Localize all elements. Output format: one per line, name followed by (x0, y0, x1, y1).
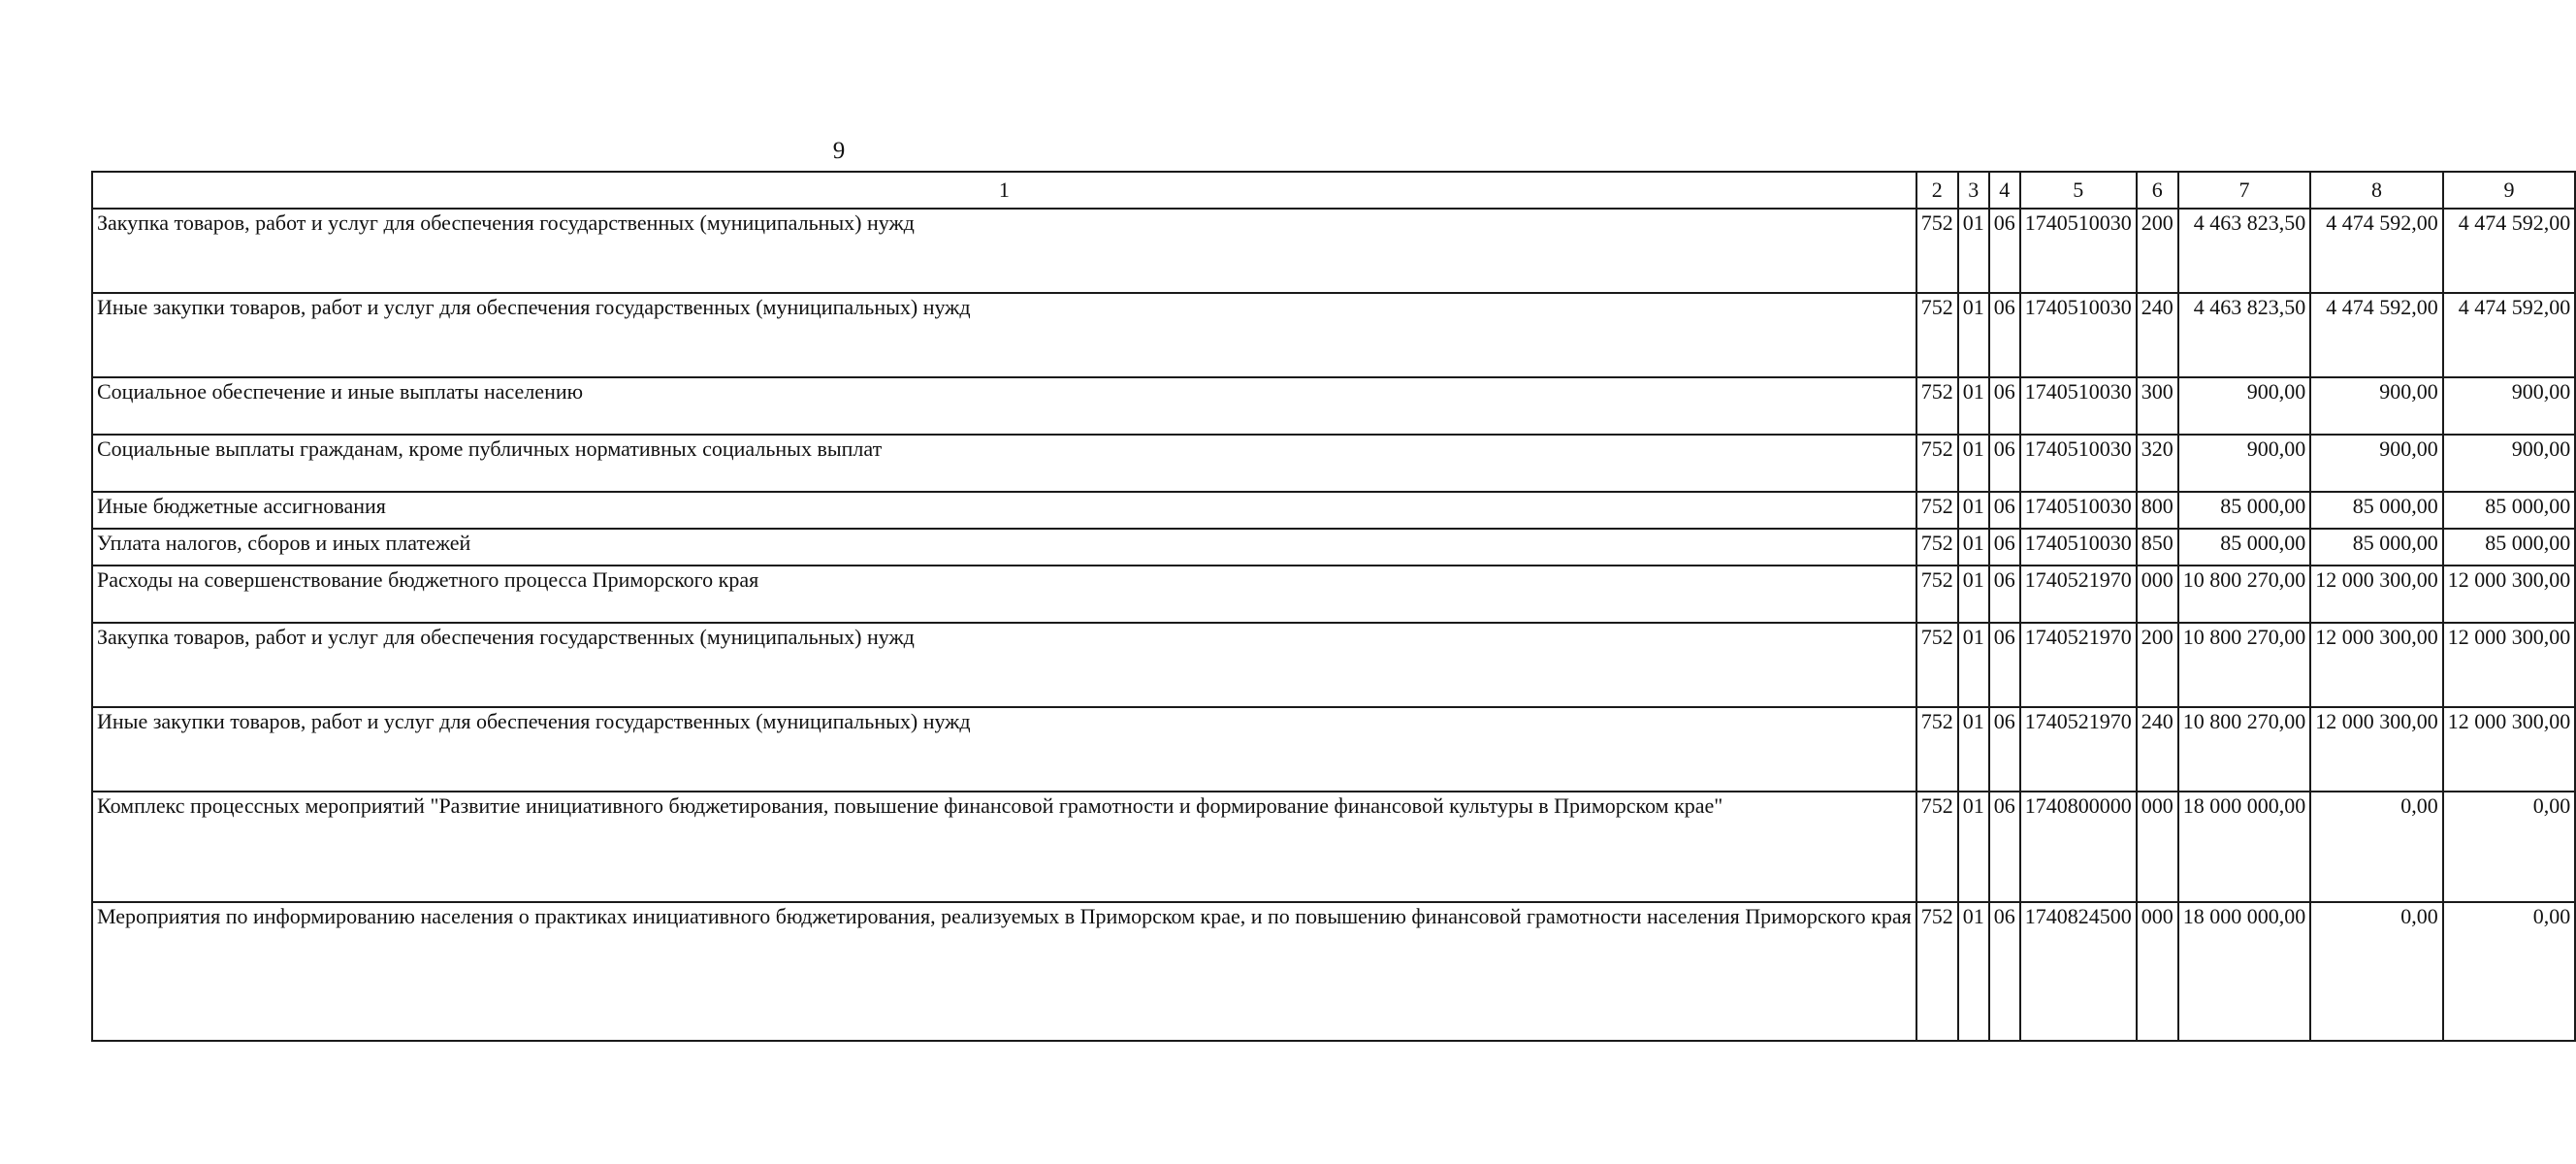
row-amount-9: 4 474 592,00 (2443, 293, 2576, 377)
row-code-3: 01 (1958, 792, 1989, 902)
row-code-4: 06 (1989, 707, 2020, 792)
row-code-6: 000 (2137, 902, 2178, 1041)
table-row (92, 492, 2575, 529)
row-code-3: 01 (1958, 902, 1989, 1041)
row-amount-9: 85 000,00 (2443, 529, 2576, 566)
page-number: 9 (832, 138, 846, 164)
row-amount-8: 900,00 (2310, 435, 2443, 492)
row-amount-9: 12 000 300,00 (2443, 707, 2576, 792)
row-code-5: 1740510030 (2020, 529, 2137, 566)
row-code-3: 01 (1958, 566, 1989, 623)
row-name: Расходы на совершенствование бюджетного процесса Приморского края (92, 566, 1916, 623)
row-code-4: 06 (1989, 566, 2020, 623)
row-code-4: 06 (1989, 623, 2020, 707)
row-code-2: 752 (1916, 209, 1958, 293)
header-cell: 8 (2310, 172, 2443, 209)
row-name: Социальные выплаты гражданам, кроме публичных нормативных социальных выплат (92, 435, 1916, 492)
row-amount-9: 900,00 (2443, 377, 2576, 435)
table-row (92, 792, 2575, 902)
row-amount-9: 12 000 300,00 (2443, 566, 2576, 623)
row-code-2: 752 (1916, 566, 1958, 623)
header-cell: 1 (92, 172, 1916, 209)
row-code-5: 1740510030 (2020, 435, 2137, 492)
row-code-2: 752 (1916, 492, 1958, 529)
row-code-4: 06 (1989, 492, 2020, 529)
row-code-3: 01 (1958, 209, 1989, 293)
row-code-2: 752 (1916, 435, 1958, 492)
row-code-6: 850 (2137, 529, 2178, 566)
row-code-6: 240 (2137, 293, 2178, 377)
row-amount-8: 12 000 300,00 (2310, 707, 2443, 792)
row-name: Иные закупки товаров, работ и услуг для обеспечения государственных (муниципальных) нужд (92, 293, 1916, 377)
table-row (92, 377, 2575, 435)
row-name: Закупка товаров, работ и услуг для обеспечения государственных (муниципальных) нужд (92, 209, 1916, 293)
header-cell: 7 (2178, 172, 2311, 209)
row-code-4: 06 (1989, 792, 2020, 902)
row-code-5: 1740510030 (2020, 293, 2137, 377)
row-amount-7: 10 800 270,00 (2178, 707, 2311, 792)
row-amount-8: 85 000,00 (2310, 492, 2443, 529)
row-code-3: 01 (1958, 435, 1989, 492)
header-cell: 3 (1958, 172, 1989, 209)
table-row (92, 435, 2575, 492)
table-row (92, 623, 2575, 707)
row-amount-7: 900,00 (2178, 377, 2311, 435)
row-code-2: 752 (1916, 792, 1958, 902)
table-row (92, 902, 2575, 1041)
row-amount-8: 900,00 (2310, 377, 2443, 435)
row-code-3: 01 (1958, 529, 1989, 566)
row-code-5: 1740824500 (2020, 902, 2137, 1041)
row-amount-7: 18 000 000,00 (2178, 792, 2311, 902)
row-code-2: 752 (1916, 707, 1958, 792)
header-cell: 9 (2443, 172, 2576, 209)
row-name: Иные бюджетные ассигнования (92, 492, 1916, 529)
row-code-4: 06 (1989, 529, 2020, 566)
row-amount-8: 12 000 300,00 (2310, 623, 2443, 707)
row-code-4: 06 (1989, 209, 2020, 293)
table-row (92, 566, 2575, 623)
row-code-2: 752 (1916, 902, 1958, 1041)
row-amount-9: 0,00 (2443, 902, 2576, 1041)
header-cell: 4 (1989, 172, 2020, 209)
row-amount-9: 0,00 (2443, 792, 2576, 902)
row-code-2: 752 (1916, 293, 1958, 377)
row-name: Уплата налогов, сборов и иных платежей (92, 529, 1916, 566)
row-amount-9: 85 000,00 (2443, 492, 2576, 529)
row-amount-7: 900,00 (2178, 435, 2311, 492)
row-code-5: 1740521970 (2020, 566, 2137, 623)
row-code-6: 800 (2137, 492, 2178, 529)
row-amount-7: 4 463 823,50 (2178, 209, 2311, 293)
table-row (92, 293, 2575, 377)
row-amount-7: 4 463 823,50 (2178, 293, 2311, 377)
row-amount-8: 4 474 592,00 (2310, 293, 2443, 377)
header-cell: 6 (2137, 172, 2178, 209)
row-name: Социальное обеспечение и иные выплаты населению (92, 377, 1916, 435)
row-code-6: 200 (2137, 623, 2178, 707)
header-cell: 2 (1916, 172, 1958, 209)
row-amount-7: 85 000,00 (2178, 492, 2311, 529)
row-amount-8: 0,00 (2310, 902, 2443, 1041)
row-code-3: 01 (1958, 623, 1989, 707)
row-code-6: 240 (2137, 707, 2178, 792)
row-code-5: 1740800000 (2020, 792, 2137, 902)
row-code-4: 06 (1989, 902, 2020, 1041)
row-name: Мероприятия по информированию населения о практиках инициативного бюджетирования, реализуемых в Приморском крае, и по повышению финансовой грамотности населения Приморского края (92, 902, 1916, 1041)
row-name: Иные закупки товаров, работ и услуг для обеспечения государственных (муниципальных) нужд (92, 707, 1916, 792)
row-code-3: 01 (1958, 377, 1989, 435)
row-code-5: 1740521970 (2020, 623, 2137, 707)
row-amount-9: 4 474 592,00 (2443, 209, 2576, 293)
row-amount-7: 85 000,00 (2178, 529, 2311, 566)
row-amount-8: 85 000,00 (2310, 529, 2443, 566)
row-code-5: 1740510030 (2020, 209, 2137, 293)
row-name: Закупка товаров, работ и услуг для обеспечения государственных (муниципальных) нужд (92, 623, 1916, 707)
row-amount-7: 18 000 000,00 (2178, 902, 2311, 1041)
row-amount-7: 10 800 270,00 (2178, 623, 2311, 707)
header-cell: 5 (2020, 172, 2137, 209)
row-code-6: 300 (2137, 377, 2178, 435)
row-code-4: 06 (1989, 377, 2020, 435)
row-code-6: 320 (2137, 435, 2178, 492)
table-header-row (92, 172, 2575, 209)
row-code-2: 752 (1916, 377, 1958, 435)
row-code-3: 01 (1958, 492, 1989, 529)
table-row (92, 529, 2575, 566)
budget-table (91, 171, 2576, 1042)
row-code-6: 000 (2137, 566, 2178, 623)
row-code-3: 01 (1958, 293, 1989, 377)
row-name: Комплекс процессных мероприятий "Развитие инициативного бюджетирования, повышение финансовой грамотности и формирование финансовой культуры в Приморском крае" (92, 792, 1916, 902)
row-code-2: 752 (1916, 529, 1958, 566)
row-amount-7: 10 800 270,00 (2178, 566, 2311, 623)
row-amount-9: 12 000 300,00 (2443, 623, 2576, 707)
row-amount-8: 12 000 300,00 (2310, 566, 2443, 623)
row-amount-8: 0,00 (2310, 792, 2443, 902)
row-code-5: 1740510030 (2020, 492, 2137, 529)
row-code-6: 000 (2137, 792, 2178, 902)
row-code-4: 06 (1989, 435, 2020, 492)
row-code-5: 1740521970 (2020, 707, 2137, 792)
row-code-5: 1740510030 (2020, 377, 2137, 435)
table-row (92, 209, 2575, 293)
row-amount-8: 4 474 592,00 (2310, 209, 2443, 293)
row-code-2: 752 (1916, 623, 1958, 707)
row-code-6: 200 (2137, 209, 2178, 293)
row-amount-9: 900,00 (2443, 435, 2576, 492)
table-row (92, 707, 2575, 792)
row-code-4: 06 (1989, 293, 2020, 377)
row-code-3: 01 (1958, 707, 1989, 792)
